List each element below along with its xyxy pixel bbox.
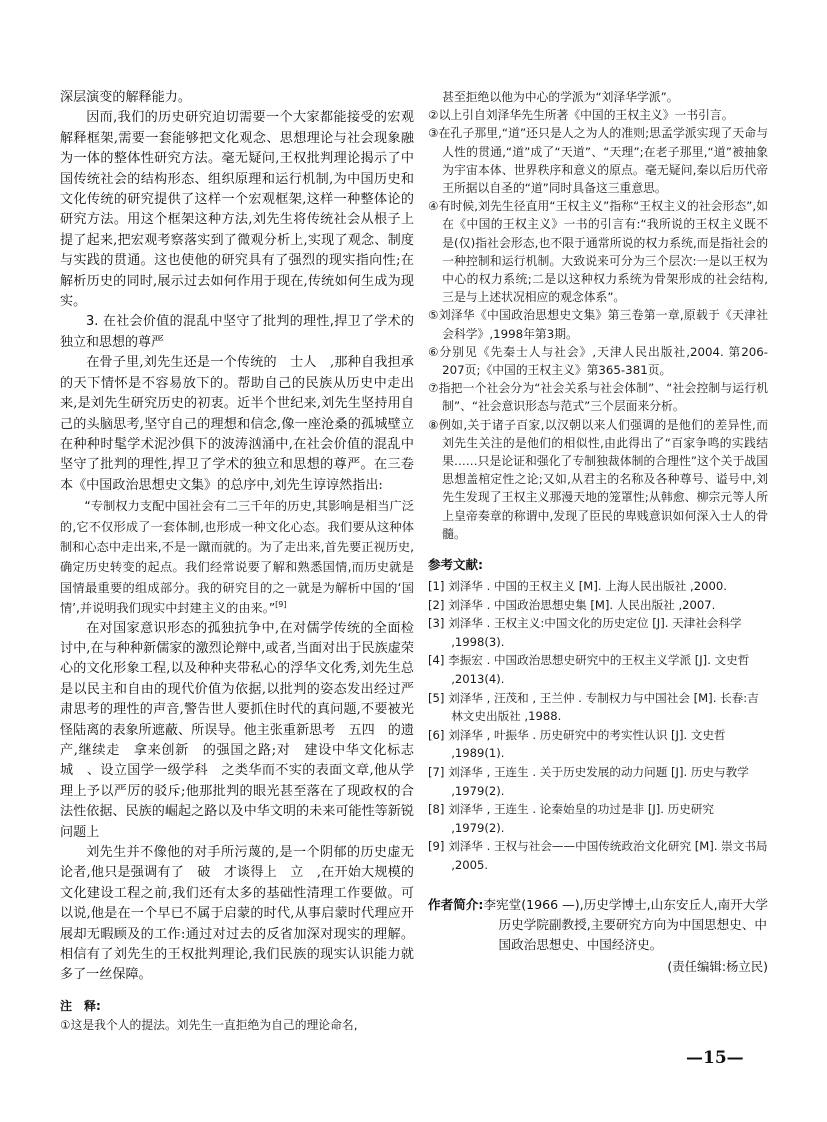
reference-item: [7] 刘泽华 , 王连生 . 关于历史发展的动力问题 [J]. 历史与教学 ,1979(2). bbox=[428, 765, 749, 798]
note-5: ⑤刘泽华《中国政治思想史文集》第三卷第一章,原载于《天津社会科学》,1998年第3期。 bbox=[428, 308, 768, 341]
author-bio bbox=[428, 895, 768, 955]
paragraph-scholar: 在骨子里,刘先生还是一个传统的 士人 ,那种自我担承的天下情怀是不容易放下的。帮助自己的民族从历史中走出来,是刘先生研究历史的初衷。近半个世纪来,刘先生坚持用自己的头脑思考,坚守自己的理想和信念,像一座沧桑的孤城壁立在种种时髦学术泥沙俱下的波涛汹涌中,在社会价值的混乱中坚守了批判的理性,捍卫了学术的独立和思想的尊严。在三卷本《中国政治思想史文集》的总序中,刘先生谆谆然指出: bbox=[60, 355, 414, 493]
section-heading: 3. 在社会价值的混乱中坚守了批判的理性,捍卫了学术的独立和思想的尊严 bbox=[60, 314, 414, 350]
quote-text: “专制权力支配中国社会有二三千年的历史,其影响是相当广泛的,它不仅形成了一套体制,也形成一种文化心态。我们要从这种体制和心态中走出来,不是一蹴而就的。为了走出来,首先要正视历史,确定历史转变的起点。我们经常说要了解和熟悉国情,而历史就是国情最重要的组成部分。我的研究目的之一就是为解析中国的‘国情’,并说明我们现实中封建主义的由来。” bbox=[60, 499, 414, 616]
right-column bbox=[428, 88, 768, 977]
note-7: ⑦指把一个社会分为“社会关系与社会体制”、“社会控制与运行机制”、“社会意识形态与范式”三个层面来分析。 bbox=[428, 381, 768, 414]
block-quote bbox=[60, 496, 414, 618]
quote-citation: [9] bbox=[275, 600, 287, 610]
main-text bbox=[60, 88, 414, 986]
reference-item: [9] 刘泽华 . 王权与社会——中国传统政治文化研究 [M]. 崇文书局 ,2005. bbox=[428, 839, 768, 872]
author-text: 李宪堂(1966 —),历史学博士,山东安丘人,南开大学历史学院副教授,主要研究方向为中国思想史、中国政治思想史、中国经济史。 bbox=[483, 896, 768, 952]
reference-item: [1] 刘泽华 . 中国的王权主义 [M]. 上海人民出版社 ,2000. bbox=[428, 579, 727, 594]
reference-item: [4] 李振宏 . 中国政治思想史研究中的王权主义学派 [J]. 文史哲 ,2013(4). bbox=[428, 653, 750, 687]
references-list bbox=[428, 577, 768, 875]
note-1: ①这是我个人的提法。刘先生一直拒绝为自己的理论命名, bbox=[60, 1017, 358, 1032]
left-column bbox=[60, 88, 414, 1034]
reference-item: [2] 刘泽华 . 中国政治思想史集 [M]. 人民出版社 ,2007. bbox=[428, 597, 716, 612]
note-2: ②以上引自刘泽华先生所著《中国的王权主义》一书引言。 bbox=[428, 108, 734, 123]
author-label: 作者简介: bbox=[428, 896, 484, 912]
responsible-editor: (责任编辑:杨立民) bbox=[667, 958, 768, 974]
note-6: ⑥分别见《先秦士人与社会》,天津人民出版社,2004. 第206-207页;《中国的王权主义》第365-381页。 bbox=[428, 344, 768, 378]
note-4: ④有时候,刘先生径直用“王权主义”指称“王权主义的社会形态”,如在《中国的王权主义》一书的引言有:“我所说的王权主义既不是(仅)指社会形态,也不限于通常所说的权力系统,而是指社会的一种控制和运行机制。大致说来可分为三个层次:一是以王权为中心的权力系统;二是以这种权力系统为骨架形成的社会结构,三是与上述状况相应的观念体系”。 bbox=[428, 199, 768, 305]
paragraph-struggle: 在对国家意识形态的孤独抗争中,在对儒学传统的全面检讨中,在与种种新儒家的激烈论辩中,或者,当面对出于民族虚荣心的文化形象工程,以及种种夹带私心的浮华文化秀,刘先生总是以民主和自由的现代价值为依据,以批判的姿态发出经过严肃思考的理性的声音,警告世人要抓住时代的真问题,不要被光怪陆离的表象所遮蔽、所误导。他主张重新思考 五四 的遗产,继续走 拿来创新 的强国之路;对 建设中华文化标志城 、设立国学一级学科 之类华而不实的表面文章,他从学理上予以严厉的驳斥;他那批判的眼光甚至落在了现政权的合法性依据、民族的崛起之路以及中华文明的未来可能性等新锐问题上 bbox=[60, 620, 414, 840]
note-1-continued: 甚至拒绝以他为中心的学派为“刘泽华学派”。 bbox=[442, 90, 679, 104]
reference-item: [8] 刘泽华 , 王连生 . 论秦始皇的功过是非 [J]. 历史研究 ,1979(2). bbox=[428, 802, 715, 835]
note-3: ③在孔子那里,“道”还只是人之为人的准则;思孟学派实现了天命与人性的贯通,“道”成了“天道”、“天理”;在老子那里,“道”被抽象为宇宙本体、世界秩序和意义的原点。毫无疑问,秦以后历代帝王所据以自圣的“道”同时具备这三重意思。 bbox=[428, 126, 768, 196]
paragraph-conclusion: 刘先生并不像他的对手所污蔑的,是一个阴郁的历史虚无论者,他只是强调有了 破 才谈得上 立 ,在开始大规模的文化建设工程之前,我们还有太多的基础性清理工作要做。可以说,他是在一个早已不属于启蒙的时代,从事启蒙时代理应开展却无暇顾及的工作:通过对过去的反省加深对现实的理解。相信有了刘先生的王权批判理论,我们民族的现实认识能力就多了一丝保障。 bbox=[60, 845, 414, 983]
note-8: ⑧例如,关于诸子百家,以汉朝以来人们强调的是他们的差异性,而刘先生关注的是他们的相似性,由此得出了“百家争鸣的实践结果……只是论证和强化了专制独裁体制的合理性”这个关于战国思想盖棺定性之论;又如,从君主的名称及各种尊号、谥号中,刘先生发现了王权主义那漫天地的笼罩性;从韩愈、柳宗元等人所上皇帝奏章的称谓中,发现了臣民的卑贱意识如何深入士人的骨髓。 bbox=[428, 417, 768, 541]
page-number: —15— bbox=[686, 1048, 744, 1068]
paragraph-continued: 深层演变的解释能力。 bbox=[60, 90, 191, 105]
notes-heading: 注 释: bbox=[60, 998, 101, 1013]
references-heading: 参考文献: bbox=[428, 557, 483, 573]
reference-item: [5] 刘泽华 , 汪茂和 , 王兰仲 . 专制权力与中国社会 [M]. 长春:吉林文史出版社 ,1988. bbox=[428, 690, 759, 724]
reference-item: [3] 刘泽华 . 王权主义:中国文化的历史定位 [J]. 天津社会科学 ,1998(3). bbox=[428, 616, 742, 649]
reference-item: [6] 刘泽华 , 叶振华 . 历史研究中的考实性认识 [J]. 文史哲 ,1989(1). bbox=[428, 727, 726, 761]
paragraph-framework: 因而,我们的历史研究迫切需要一个大家都能接受的宏观解释框架,需要一套能够把文化观念、思想理论与社会现象融为一体的整体性研究方法。毫无疑问,王权批判理论揭示了中国传统社会的结构形态、组织原理和运行机制,为中国历史和文化传统的研究提供了这样一个宏观框架,这样一种整体论的研究方法。用这个框架这种方法,刘先生将传统社会从根子上提了起来,把宏观考察落实到了微观分析上,实现了观念、制度与实践的贯通。这也使他的研究具有了强烈的现实指向性;在解析历史的同时,展示过去如何作用于现在,传统如何生成为现实。 bbox=[60, 110, 414, 310]
